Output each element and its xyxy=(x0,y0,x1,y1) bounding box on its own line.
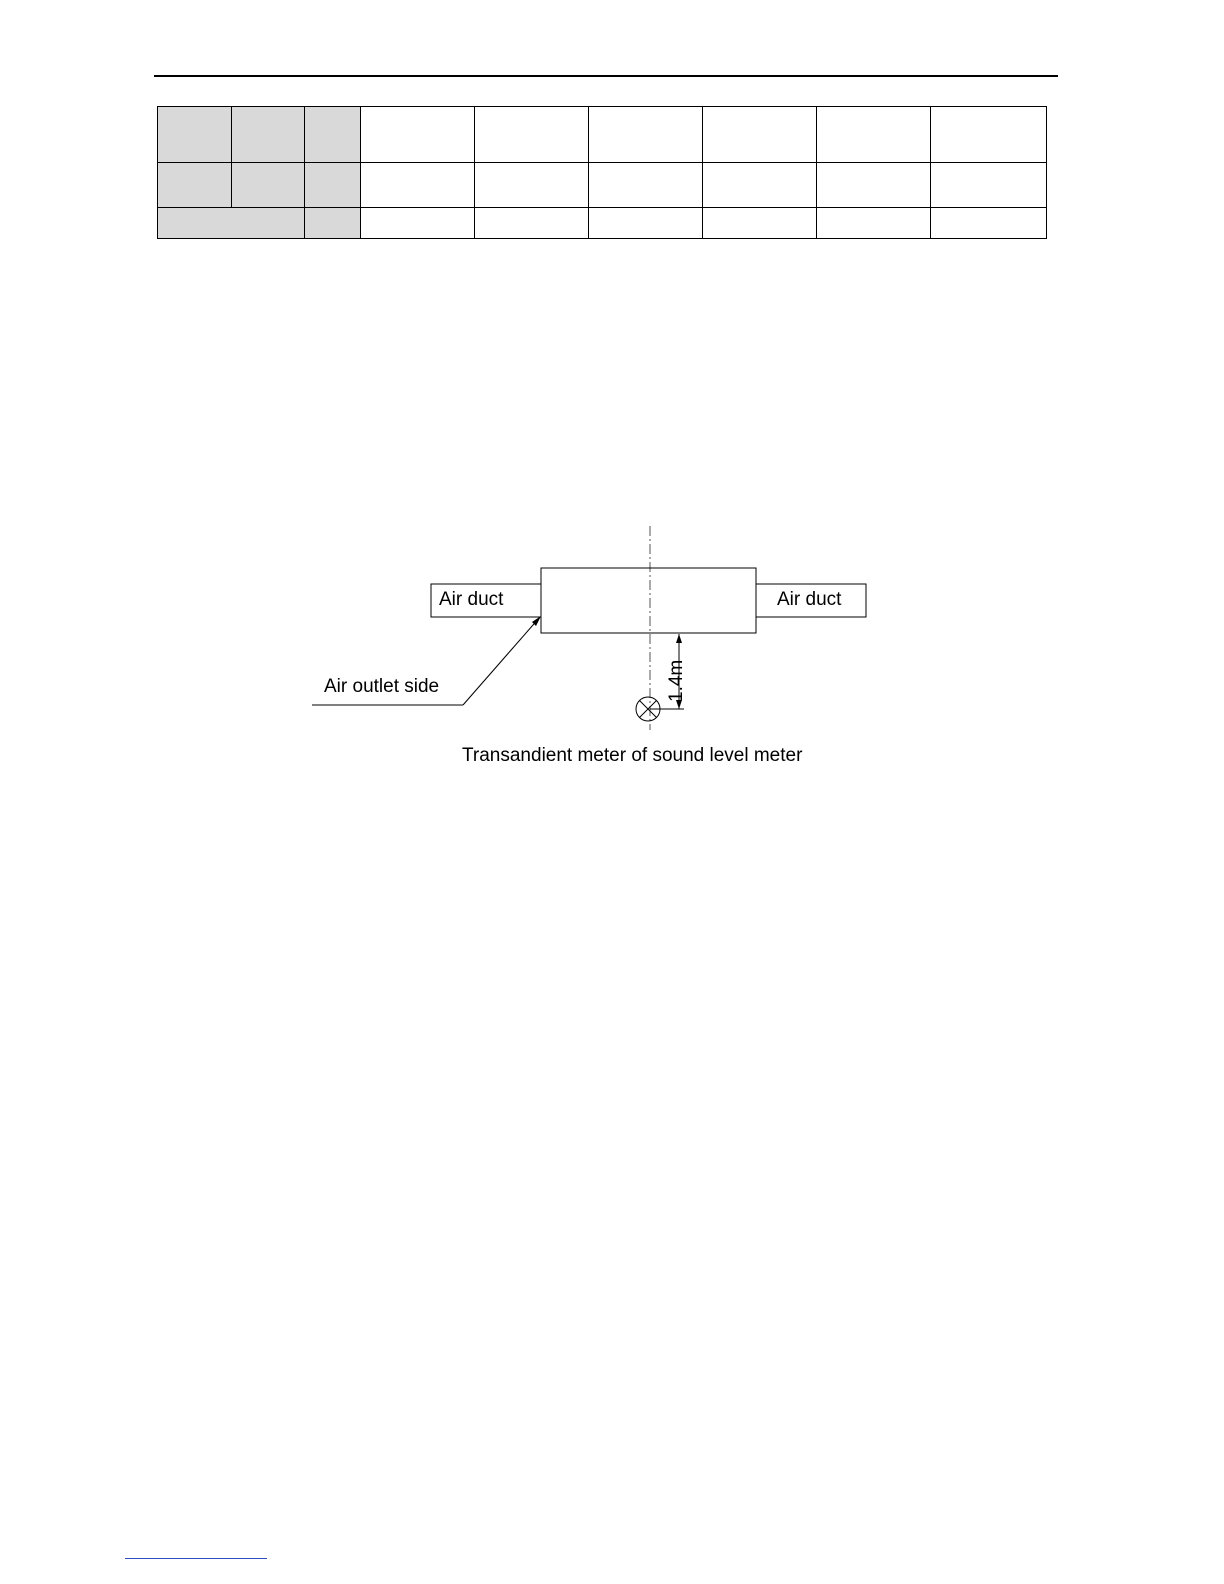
table-cell xyxy=(817,208,931,239)
dimension-label: 1.4m xyxy=(666,659,687,702)
table-cell xyxy=(589,107,703,163)
table-cell xyxy=(589,163,703,208)
table-cell-shaded xyxy=(158,208,305,239)
table-row xyxy=(158,208,1047,239)
table-cell xyxy=(475,163,589,208)
table-cell xyxy=(589,208,703,239)
footer-rule xyxy=(125,1558,267,1559)
diagram-drawing xyxy=(300,520,900,760)
table-cell-shaded xyxy=(305,208,361,239)
table-cell-shaded xyxy=(305,107,361,163)
figure-caption: Transandient meter of sound level meter xyxy=(462,745,803,766)
table-cell-shaded xyxy=(232,163,305,208)
table-cell-shaded xyxy=(158,163,232,208)
table-cell xyxy=(817,163,931,208)
air-duct-left-label: Air duct xyxy=(439,589,504,610)
table-cell xyxy=(703,208,817,239)
air-outlet-label: Air outlet side xyxy=(324,676,440,697)
table-cell-shaded xyxy=(158,107,232,163)
header-rule xyxy=(154,75,1058,77)
table-cell xyxy=(817,107,931,163)
table-cell-shaded xyxy=(232,107,305,163)
spec-table xyxy=(157,106,1047,239)
unit-body xyxy=(541,568,756,633)
table-cell xyxy=(361,107,475,163)
table-cell-shaded xyxy=(305,163,361,208)
table-cell xyxy=(931,107,1047,163)
table-row xyxy=(158,163,1047,208)
outlet-leader-line xyxy=(463,617,540,705)
table-row xyxy=(158,107,1047,163)
table-cell xyxy=(475,208,589,239)
table-cell xyxy=(475,107,589,163)
dimension-arrow-top xyxy=(676,634,682,643)
table-cell xyxy=(703,163,817,208)
table-cell xyxy=(703,107,817,163)
table-cell xyxy=(931,163,1047,208)
measurement-diagram xyxy=(300,520,900,780)
table-cell xyxy=(931,208,1047,239)
table-cell xyxy=(361,208,475,239)
air-duct-right-label: Air duct xyxy=(777,589,842,610)
table-cell xyxy=(361,163,475,208)
